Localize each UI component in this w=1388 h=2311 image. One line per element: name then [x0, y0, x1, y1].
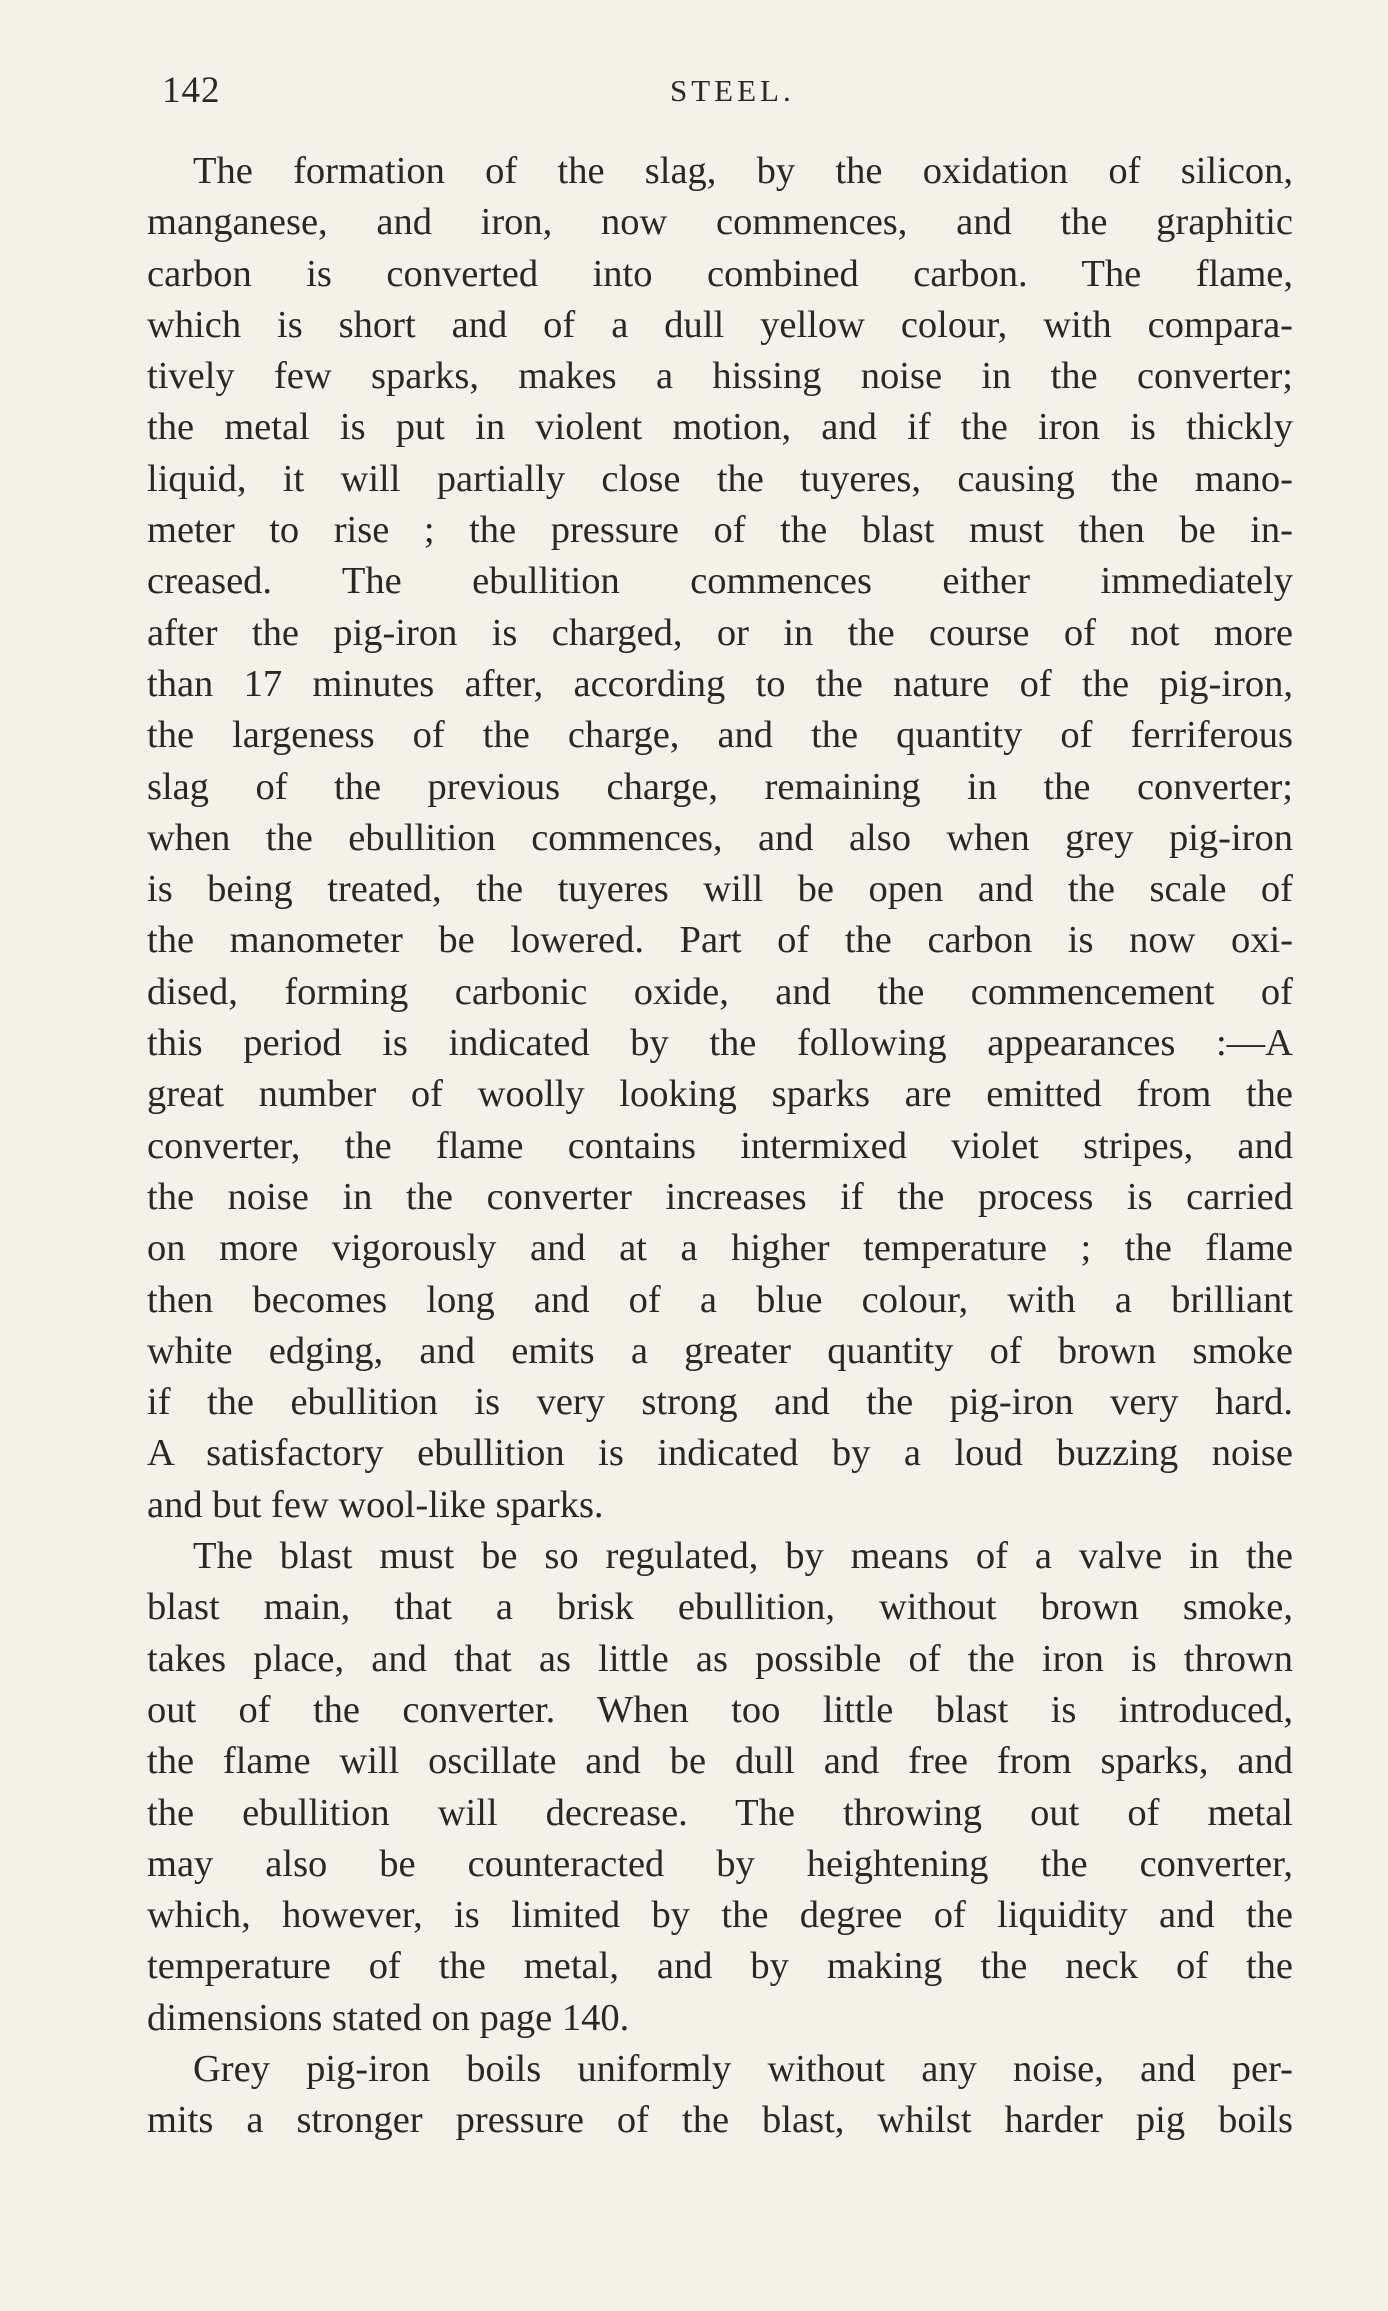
- text-line: and but few wool-like sparks.: [147, 1483, 604, 1526]
- text-line: white edging, and emits a greater quantity of brown smoke: [147, 1329, 1293, 1372]
- text-line: A satisfactory ebullition is indicated by a loud buzzing noise: [147, 1432, 1293, 1475]
- text-line: which, however, is limited by the degree of liquidity and the: [147, 1894, 1293, 1937]
- text-line: blast main, that a brisk ebullition, without brown smoke,: [147, 1586, 1293, 1629]
- text-line: the largeness of the charge, and the quantity of ferriferous: [147, 714, 1293, 757]
- text-line: meter to rise ; the pressure of the blast must then be in-: [147, 509, 1293, 552]
- text-line: the flame will oscillate and be dull and free from sparks, and: [147, 1740, 1293, 1783]
- text-line: this period is indicated by the following appearances :—A: [147, 1022, 1293, 1065]
- text-line: mits a stronger pressure of the blast, whilst harder pig boils: [147, 2099, 1293, 2142]
- text-line: the metal is put in violent motion, and if the iron is thickly: [147, 406, 1293, 449]
- page-number: 142: [162, 70, 221, 111]
- body-text: [147, 146, 1293, 2147]
- text-line: the manometer be lowered. Part of the carbon is now oxi-: [147, 919, 1293, 962]
- text-line: if the ebullition is very strong and the pig-iron very hard.: [147, 1381, 1293, 1424]
- text-line: slag of the previous charge, remaining in the converter;: [147, 765, 1293, 808]
- text-line: which is short and of a dull yellow colour, with compara-: [147, 303, 1293, 346]
- text-line: temperature of the metal, and by making the neck of the: [147, 1945, 1293, 1988]
- text-line: great number of woolly looking sparks are emitted from the: [147, 1073, 1293, 1116]
- text-line: when the ebullition commences, and also when grey pig-iron: [147, 816, 1293, 859]
- text-line: then becomes long and of a blue colour, with a brilliant: [147, 1278, 1293, 1321]
- text-line: creased. The ebullition commences either immediately: [147, 560, 1293, 603]
- text-line: is being treated, the tuyeres will be open and the scale of: [147, 868, 1293, 911]
- text-line: The formation of the slag, by the oxidation of silicon,: [193, 150, 1293, 192]
- text-line: converter, the flame contains intermixed violet stripes, and: [147, 1124, 1293, 1167]
- text-line: Grey pig-iron boils uniformly without any noise, and per-: [193, 2047, 1293, 2090]
- text-line: carbon is converted into combined carbon. The flame,: [147, 252, 1293, 295]
- text-line: takes place, and that as little as possible of the iron is thrown: [147, 1637, 1293, 1680]
- text-line: than 17 minutes after, according to the nature of the pig-iron,: [147, 662, 1293, 705]
- text-line: tively few sparks, makes a hissing noise in the converter;: [147, 355, 1293, 398]
- text-line: liquid, it will partially close the tuyeres, causing the mano-: [147, 457, 1293, 500]
- text-line: the ebullition will decrease. The throwing out of metal: [147, 1791, 1293, 1834]
- page-header: [162, 66, 1292, 116]
- text-line: may also be counteracted by heightening the converter,: [147, 1842, 1293, 1885]
- text-line: dised, forming carbonic oxide, and the commencement of: [147, 970, 1293, 1013]
- text-line: The blast must be so regulated, by means of a valve in the: [193, 1535, 1293, 1578]
- text-line: out of the converter. When too little blast is introduced,: [147, 1688, 1293, 1731]
- running-head: STEEL.: [670, 73, 795, 108]
- text-line: dimensions stated on page 140.: [147, 1996, 630, 2039]
- text-line: manganese, and iron, now commences, and the graphitic: [147, 201, 1293, 244]
- text-line: the noise in the converter increases if the process is carried: [147, 1175, 1293, 1218]
- text-line: on more vigorously and at a higher temperature ; the flame: [147, 1227, 1293, 1270]
- text-line: after the pig-iron is charged, or in the course of not more: [147, 611, 1293, 654]
